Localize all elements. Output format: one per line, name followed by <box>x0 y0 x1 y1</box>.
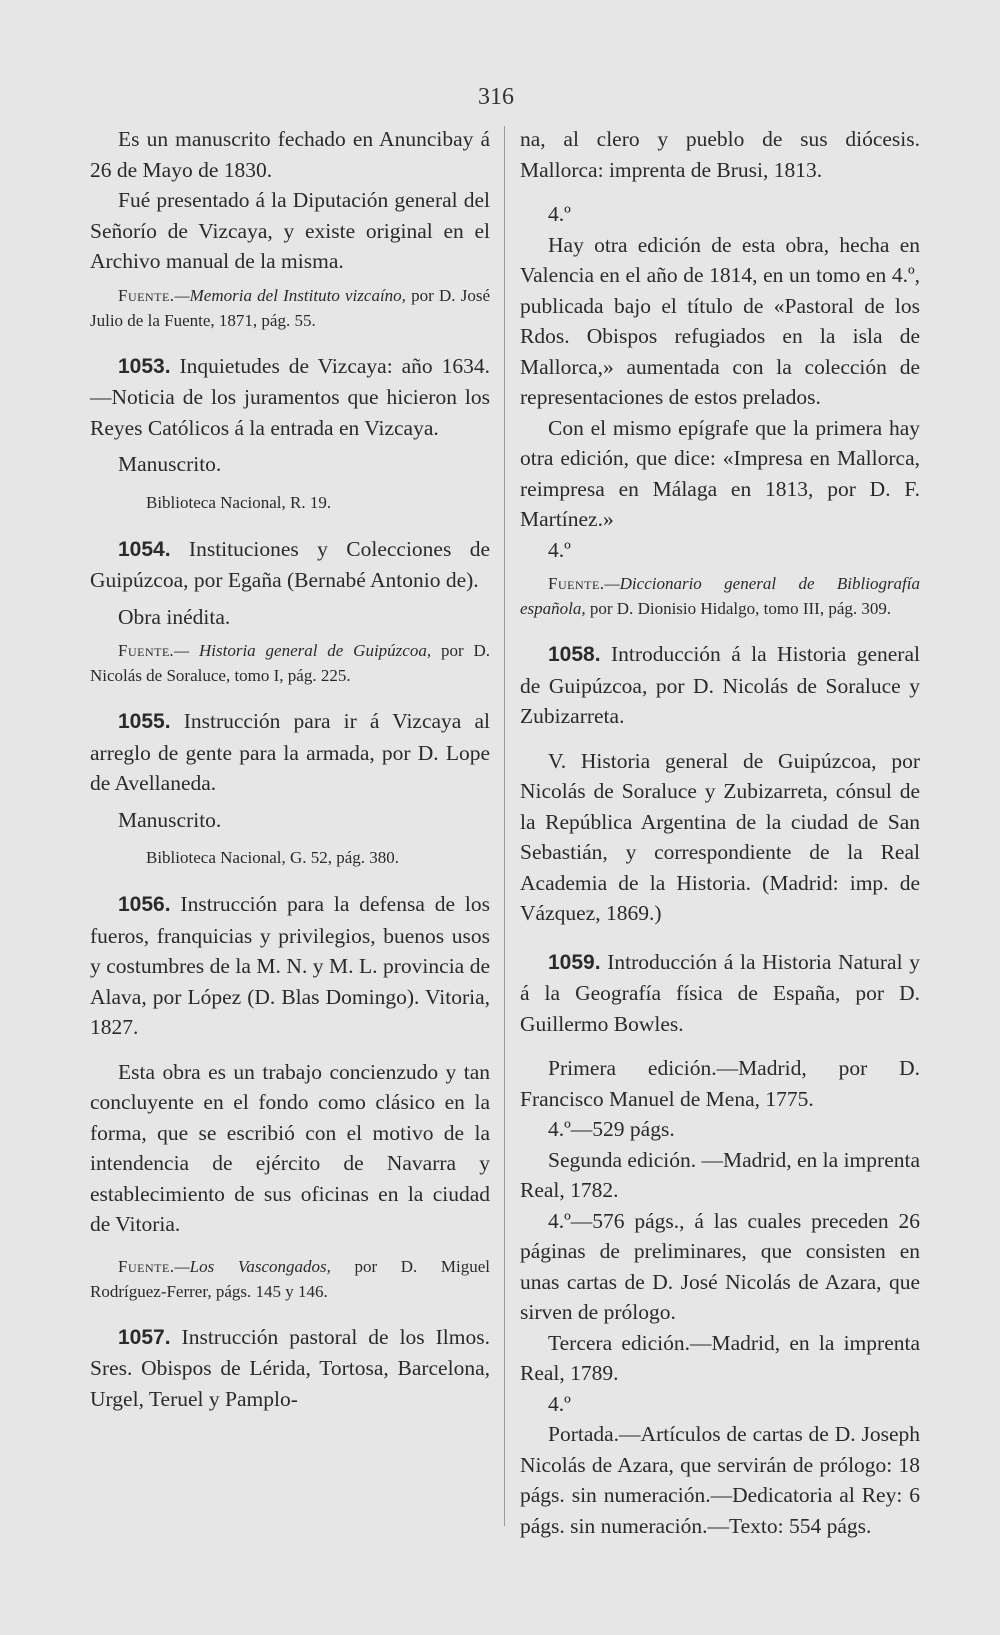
entry-number: 1053. <box>118 354 171 378</box>
entry-1053-location: Biblioteca Nacional, R. 19. <box>146 492 332 512</box>
intro-paragraph-1: Es un manuscrito fechado en Anuncibay á 26 de Mayo de 1830. <box>90 127 490 182</box>
entry-1057 <box>90 1322 490 1415</box>
source-title: —Los Vascongados, <box>174 1256 331 1276</box>
entry-1059-third-edition: Tercera edición.—Madrid, en la imprenta Real, 1789. <box>520 1330 920 1385</box>
source-details: por D. Dionisio Hidalgo, tomo III, pág. 309. <box>585 599 892 618</box>
entry-1058 <box>520 639 920 732</box>
entry-1058-description: V. Historia general de Guipúzcoa, por Nicolás de Soraluce y Zubizarreta, cónsul de la República Argentina de la ciudad de San Sebastián, y correspondiente de la Real Academia de la Historia. (Madrid: imp. de Vázquez, 1869.) <box>520 748 920 925</box>
intro-paragraph-2: Fué presentado á la Diputación general del Señorío de Vizcaya, y existe original en el Archivo manual de la misma. <box>90 188 490 273</box>
right-column <box>520 124 920 1541</box>
entry-text: Instrucción para ir á Vizcaya al arreglo de gente para la armada, por D. Lope de Avellaneda. <box>90 709 490 795</box>
entry-1054-type: Obra inédita. <box>118 604 231 629</box>
entry-number: 1055. <box>118 710 171 733</box>
entry-number: 1057. <box>118 1325 171 1349</box>
source-note-4 <box>520 571 920 621</box>
source-title: —Memoria del Instituto vizcaíno, <box>174 285 406 305</box>
page-number: 316 <box>478 84 514 110</box>
entry-text: Introducción á la Historia general de Guipúzcoa, por D. Nicolás de Soraluce y Zubizarreta. <box>520 642 920 728</box>
source-details: por D. Miguel Rodríguez-Ferrer, págs. 145 y 146. <box>90 1256 490 1301</box>
source-details: por D. José Julio de la Fuente, 1871, pág. 55. <box>90 285 490 330</box>
entry-number: 1054. <box>118 537 171 561</box>
source-label: Fuente. <box>118 1256 175 1276</box>
entry-1054 <box>90 534 490 596</box>
entry-1057-continuation: na, al clero y pueblo de sus diócesis. Mallorca: imprenta de Brusi, 1813. <box>520 127 920 182</box>
entry-number: 1059. <box>548 950 601 974</box>
entry-number: 1056. <box>118 893 171 916</box>
source-note-2 <box>90 638 490 688</box>
entry-1056 <box>90 889 490 1043</box>
entry-1057-edition-2: Hay otra edición de esta obra, hecha en Valencia en el año de 1814, en un tomo en 4.º, publicada bajo el título de «Pastoral de los Rdos. Obispos refugiados en la isla de Mallorca,» aumentada con la colección de representaciones de estos prelados. <box>520 232 920 409</box>
entry-text: Instrucción pastoral de los Ilmos. Sres. Obispos de Lérida, Tortosa, Barcelona, Urgel, Teruel y Pamplo- <box>90 1324 490 1411</box>
source-label: Fuente <box>118 641 170 660</box>
entry-1059 <box>520 947 920 1040</box>
entry-1053 <box>90 351 490 444</box>
source-details: por D. Nicolás de Soraluce, tomo I, pág. 225. <box>90 641 490 685</box>
source-label: Fuente. <box>548 574 605 593</box>
entry-1056-description: Esta obra es un trabajo concienzudo y tan concluyente en el fondo como clásico en la forma, que se escribió con el motivo de la intendencia de ejército de Navarra y establecimiento de sus oficinas en la ciudad de Vitoria. <box>90 1059 490 1236</box>
source-label: Fuente. <box>118 285 175 305</box>
entry-1059-first-format: 4.º—529 págs. <box>548 1117 675 1141</box>
entry-number: 1058. <box>548 643 601 666</box>
source-note-1 <box>90 283 490 333</box>
left-column <box>90 124 490 1414</box>
entry-text: Instrucción para la defensa de los fueros, franquicias y privilegios, buenos usos y costumbres de la M. N. y M. L. provincia de Alava, por López (D. Blas Domingo). Vitoria, 1827. <box>90 892 490 1039</box>
entry-1059-second-edition: Segunda edición. —Madrid, en la imprenta Real, 1782. <box>520 1147 920 1202</box>
entry-text: Instituciones y Colecciones de Guipúzcoa, por Egaña (Bernabé Antonio de). <box>90 536 490 592</box>
entry-1059-second-format: 4.º—576 págs., á las cuales preceden 26 páginas de preliminares, que consisten en unas cartas de D. José Nicolás de Azara, que sirven de prólogo. <box>520 1208 920 1324</box>
entry-1059-portada: Portada.—Artículos de cartas de D. Joseph Nicolás de Azara, que servirán de prólogo: 18 págs. sin numeración.—Dedicatoria al Rey: 6 págs. sin numeración.—Texto: 554 págs. <box>520 1422 920 1538</box>
entry-1059-first-edition: Primera edición.—Madrid, por D. Francisco Manuel de Mena, 1775. <box>520 1056 920 1111</box>
entry-1055-location: Biblioteca Nacional, G. 52, pág. 380. <box>146 848 400 867</box>
entry-1059-third-format: 4.º <box>548 1391 571 1416</box>
source-title: —Diccionario general de Bibliografía española, <box>520 574 920 618</box>
entry-1057-format: 4.º <box>548 202 571 226</box>
entry-1057-edition-3: Con el mismo epígrafe que la primera hay otra edición, que dice: «Impresa en Mallorca, reimpresa en Málaga en 1813, por D. F. Martínez.» <box>520 415 920 531</box>
entry-text: Inquietudes de Vizcaya: año 1634.—Noticia de los juramentos que hicieron los Reyes Católicos á la entrada en Vizcaya. <box>90 353 490 440</box>
entry-1055-type: Manuscrito. <box>118 807 222 832</box>
entry-1053-type: Manuscrito. <box>118 452 222 476</box>
source-note-3 <box>90 1254 490 1304</box>
column-divider <box>504 126 505 1526</box>
entry-text: Introducción á la Historia Natural y á la Geografía física de España, por D. Guillermo Bowles. <box>520 949 920 1036</box>
source-title: .— Historia general de Guipúzcoa, <box>169 641 432 660</box>
entry-1057-format-2: 4.º <box>548 537 571 562</box>
entry-1055 <box>90 706 490 799</box>
